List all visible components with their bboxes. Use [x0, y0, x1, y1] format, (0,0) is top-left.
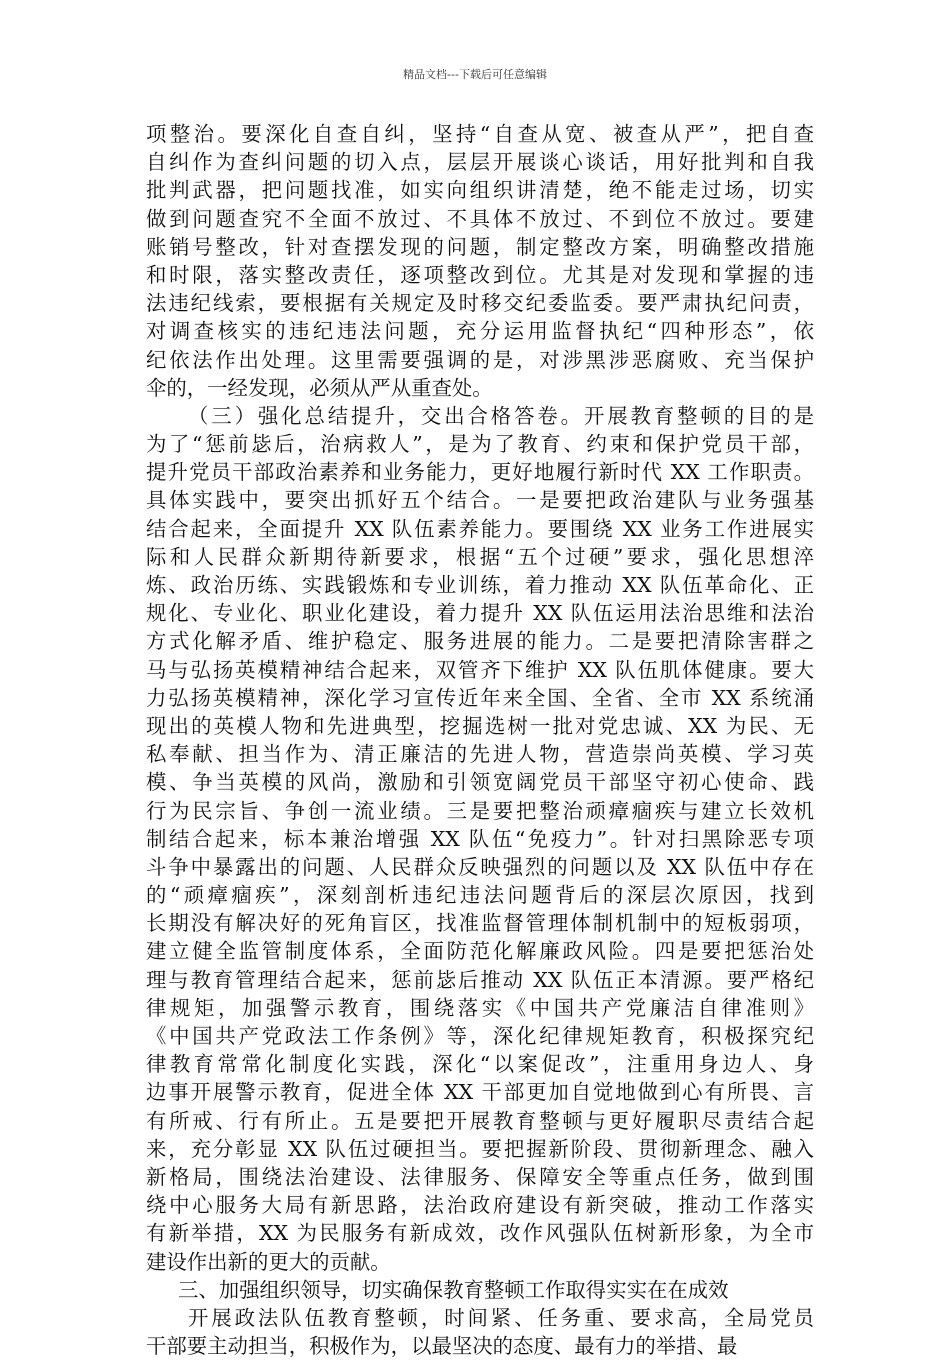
text-line: 自纠作为查纠问题的切入点，层层开展谈心谈话，用好批判和自我: [146, 150, 814, 175]
text-line: 的“顽瘴痼疾”，深刻剖析违纪违法问题背后的深层次原因，找到: [146, 883, 814, 908]
text-line: 际和人民群众新期待新要求，根据“五个过硬”要求，强化思想淬: [146, 544, 814, 569]
text-line: 律规矩，加强警示教育，围绕落实《中国共产党廉洁自律准则》: [146, 995, 814, 1020]
text-line: 炼、政治历练、实践锻炼和专业训练，着力推动 XX 队伍革命化、正: [146, 573, 814, 597]
text-line: 现出的英模人物和先进典型，挖掘选树一批对党忠诚、XX 为民、无: [146, 713, 814, 738]
text-line: 斗争中暴露出的问题、人民群众反映强烈的问题以及 XX 队伍中存在: [146, 854, 814, 879]
text-line: （三）强化总结提升，交出合格答卷。开展教育整顿的目的是: [188, 403, 814, 428]
text-line: 规化、专业化、职业化建设，着力提升 XX 队伍运用法治思维和法治: [146, 601, 814, 626]
text-line: 项整治。要深化自查自纠，坚持“自查从宽、被查从严”，把自查: [146, 122, 814, 146]
document-body: [146, 120, 814, 1360]
text-line: 建设作出新的更大的贡献。: [146, 1249, 391, 1274]
text-line: 做到问题查究不全面不放过、不具体不放过、不到位不放过。要建: [146, 206, 814, 231]
text-line: 新格局，围绕法治建设、法律服务、保障安全等重点任务，做到围: [146, 1164, 814, 1189]
text-line: 模、争当英模的风尚，激励和引领宽阔党员干部坚守初心使命、践: [146, 770, 814, 795]
text-line: 来，充分彰显 XX 队伍过硬担当。要把握新阶段、贯彻新理念、融入: [146, 1136, 814, 1161]
text-line: 制结合起来，标本兼治增强 XX 队伍“免疫力”。针对扫黑除恶专项: [146, 826, 814, 851]
text-line: 绕中心服务大局有新思路，法治政府建设有新突破，推动工作落实: [146, 1193, 814, 1218]
text-line: 有所戒、行有所止。五是要把开展教育整顿与更好履职尽责结合起: [146, 1108, 814, 1133]
text-line: 三、加强组织领导，切实确保教育整顿工作取得实实在在成效: [178, 1277, 729, 1302]
page-header: 精品文档---下载后可任意编辑: [403, 68, 547, 81]
text-line: 方式化解矛盾、维护稳定、服务进展的能力。二是要把清除害群之: [146, 629, 814, 654]
text-line: 长期没有解决好的死角盲区，找准监督管理体制机制中的短板弱项，: [146, 911, 814, 936]
text-line: 伞的，一经发现，必须从严从重查处。: [146, 375, 493, 400]
text-line: 结合起来，全面提升 XX 队伍素养能力。要围绕 XX 业务工作进展实: [146, 516, 814, 541]
text-line: 开展政法队伍教育整顿，时间紧、任务重、要求高，全局党员: [188, 1305, 814, 1330]
text-line: 和时限，落实整改责任，逐项整改到位。尤其是对发现和掌握的违: [146, 262, 814, 287]
text-line: 《中国共产党政法工作条例》等，深化纪律规矩教育，积极探究纪: [146, 1024, 814, 1048]
text-line: 法违纪线索，要根据有关规定及时移交纪委监委。要严肃执纪问责，: [146, 291, 814, 316]
text-line: 马与弘扬英模精神结合起来，双管齐下维护 XX 队伍肌体健康。要大: [146, 657, 814, 682]
text-line: 为了“惩前毖后，治病救人”，是为了教育、约束和保护党员干部，: [146, 432, 814, 457]
text-line: 账销号整改，针对查摆发现的问题，制定整改方案，明确整改措施: [146, 234, 814, 259]
text-line: 边事开展警示教育，促进全体 XX 干部更加自觉地做到心有所畏、言: [146, 1080, 814, 1105]
text-line: 建立健全监管制度体系，全面防范化解廉政风险。四是要把惩治处: [146, 939, 814, 964]
text-line: 具体实践中，要突出抓好五个结合。一是要把政治建队与业务强基: [146, 488, 814, 513]
text-line: 理与教育管理结合起来，惩前毖后推动 XX 队伍正本清源。要严格纪: [146, 967, 814, 992]
text-line: 有新举措，XX 为民服务有新成效，改作风强队伍树新形象，为全市: [146, 1221, 814, 1246]
text-line: 私奉献、担当作为、清正廉洁的先进人物，营造崇尚英模、学习英: [146, 742, 814, 767]
text-line: 批判武器，把问题找准，如实向组织讲清楚，绝不能走过场，切实: [146, 178, 814, 203]
text-line: 对调查核实的违纪违法问题，充分运用监督执纪“四种形态”，依: [146, 319, 814, 344]
text-line: 力弘扬英模精神，深化学习宣传近年来全国、全省、全市 XX 系统涌: [146, 685, 814, 710]
text-line: 行为民宗旨、争创一流业绩。三是要把整治顽瘴痼疾与建立长效机: [146, 798, 814, 823]
text-line: 律教育常常化制度化实践，深化“以案促改”，注重用身边人、身: [146, 1052, 814, 1077]
text-line: 纪依法作出处理。这里需要强调的是，对涉黑涉恶腐败、充当保护: [146, 347, 814, 372]
text-line: 干部要主动担当，积极作为，以最坚决的态度、最有力的举措、最: [146, 1334, 738, 1359]
text-line: 提升党员干部政治素养和业务能力，更好地履行新时代 XX 工作职责。: [146, 460, 814, 485]
